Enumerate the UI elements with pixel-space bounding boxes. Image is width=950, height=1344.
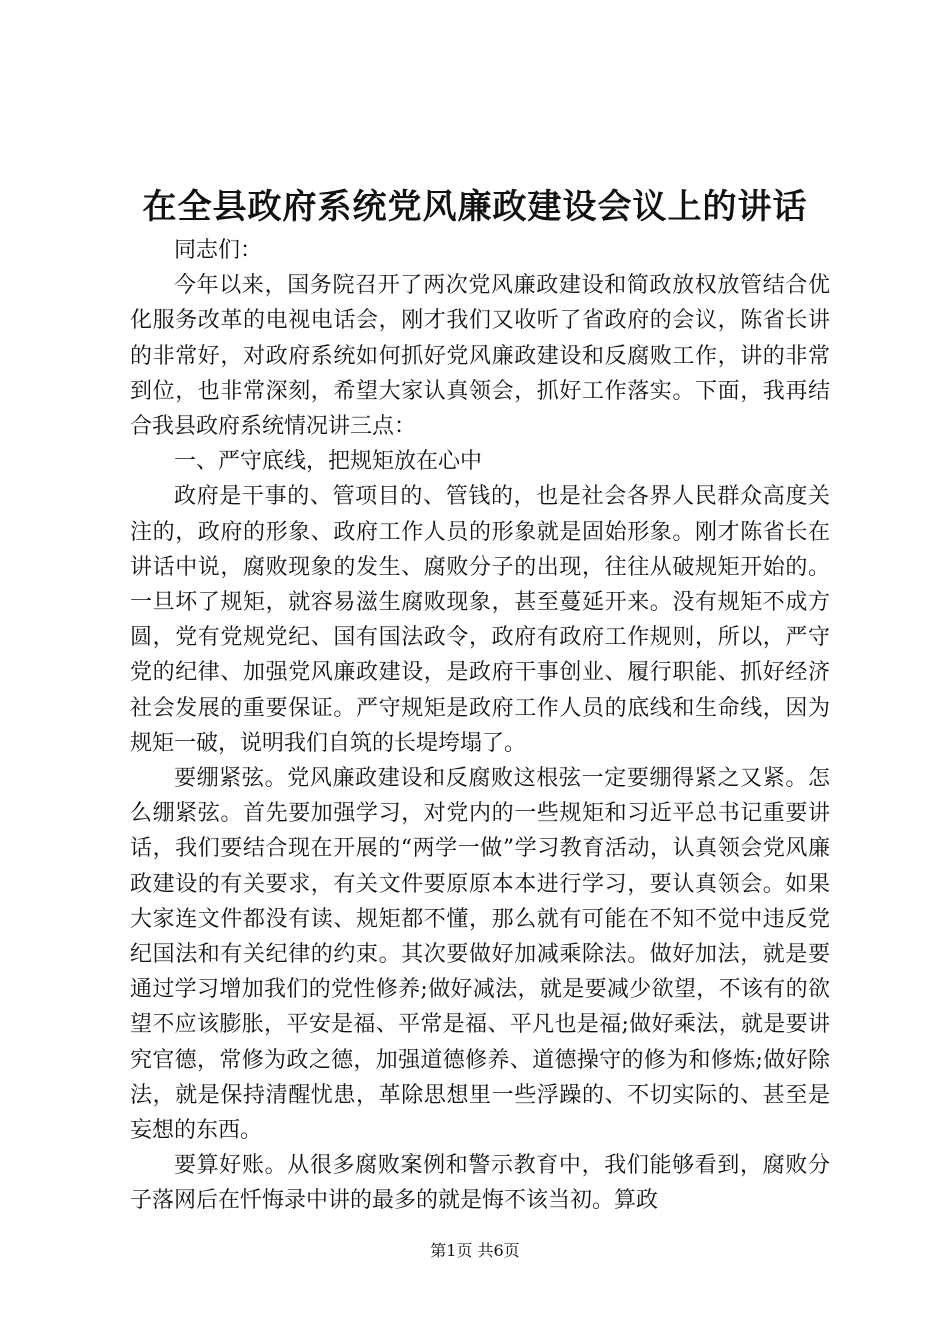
body-paragraph: 今年以来，国务院召开了两次党风廉政建设和简政放权放管结合优化服务改革的电视电话会，刚才我们又收听了省政府的会议，陈省长讲的非常好，对政府系统如何抓好党风廉政建设和反腐败工作，讲的非常到位，也非常深刻，希望大家认真领会，抓好工作落实。下面，我再结合我县政府系统情况讲三点： xyxy=(130,273,830,440)
body-paragraph: 要绷紧弦。党风廉政建设和反腐败这根弦一定要绷得紧之又紧。怎么绷紧弦。首先要加强学习，对党内的一些规矩和习近平总书记重要讲话，我们要结合现在开展的“两学一做”学习教育活动，认真领会党风廉政建设的有关要求，有关文件要原原本本进行学习，要认真领会。如果大家连文件都没有读、规矩都不懂，那么就有可能在不知不觉中违反党纪国法和有关纪律的约束。其次要做好加减乘除法。做好加法，就是要通过学习增加我们的党性修养;做好减法，就是要减少欲望，不该有的欲望不应该膨胀，平安是福、平常是福、平凡也是福;做好乘法，就是要讲究官德，常修为政之德，加强道德修养、道德操守的修为和修炼;做好除法，就是保持清醒忧患，革除思想里一些浮躁的、不切实际的、甚至是妄想的东西。 xyxy=(130,766,830,1144)
section-heading: 一、严守底线，把规矩放在心中 xyxy=(174,449,483,475)
document-body xyxy=(130,233,830,1219)
page-number-footer: 第1页 共6页 xyxy=(430,1241,520,1260)
body-paragraph: 要算好账。从很多腐败案例和警示教育中，我们能够看到，腐败分子落网后在忏悔录中讲的最多的就是悔不该当初。算政 xyxy=(130,1153,830,1214)
body-paragraph: 政府是干事的、管项目的、管钱的，也是社会各界人民群众高度关注的，政府的形象、政府工作人员的形象就是固始形象。刚才陈省长在讲话中说，腐败现象的发生、腐败分子的出现，往往从破规矩开始的。一旦坏了规矩，就容易滋生腐败现象，甚至蔓延开来。没有规矩不成方圆，党有党规党纪、国有国法政令，政府有政府工作规则，所以，严守党的纪律、加强党风廉政建设，是政府干事创业、履行职能、抓好经济社会发展的重要保证。严守规矩是政府工作人员的底线和生命线，因为规矩一破，说明我们自筑的长堤垮塌了。 xyxy=(130,484,830,756)
salutation-paragraph: 同志们： xyxy=(174,238,263,263)
document-title: 在全县政府系统党风廉政建设会议上的讲话 xyxy=(142,187,808,227)
